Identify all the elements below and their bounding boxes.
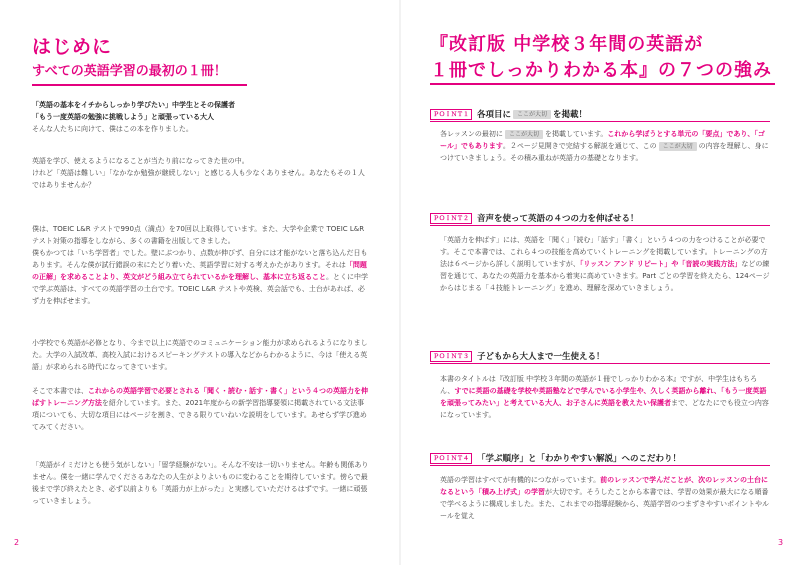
- target-reader-2: 「もう一度英語の勉強に挑戦しよう」と頑張っている大人: [32, 113, 214, 121]
- highlight-text: 「リッスン アンド リピート」や「音読の実践方法」: [579, 260, 742, 268]
- text-run: 。２ページ見開きで完結する解説を通じて、この: [502, 142, 657, 150]
- text-run: 英語の学習はすべてが有機的につながっています。: [440, 476, 601, 484]
- body-paragraph: 小学校でも英語が必修となり、今まで以上に英語でのコミュニケーション能力が求められるようになりました。大学の入試改革、高校入試におけるスピーキングテストの導入などからわかるように、今は「使える英語」が求められる時代になってきています。: [32, 339, 368, 371]
- page-title: はじめに: [32, 36, 113, 58]
- point-4-icon: ＰＯＩＮＴ４: [430, 453, 472, 464]
- text-run: を掲載しています。: [544, 130, 608, 138]
- title-underline: [32, 84, 247, 86]
- highlight-text: これからの英語学習で必要とされる「聞く・読む・話す・書く」という４つの英語力を伸ばすトレーニング方法: [32, 387, 368, 407]
- text-run: 本書のタイトルは『改訂版 中学校３年間の英語が１冊でしっかりわかる本』ですが、中学生はもちろん、: [440, 375, 758, 395]
- key-point-tag: ここが大切: [505, 130, 543, 139]
- section-4-body: [440, 474, 770, 522]
- point-2-icon: ＰＯＩＮＴ２: [430, 213, 472, 224]
- text-run: が大切です。そうしたことから本書では、学習の効果が最大になる順番で学べるように構成しました。また、これまでの指導経験から、英語学習のつまずきやすいポイントやルールを覚え: [440, 488, 769, 520]
- section-4-heading: [430, 452, 681, 464]
- page-title-line-1: 『改訂版 中学校３年間の英語が: [430, 34, 704, 55]
- body-paragraph: [32, 247, 370, 307]
- section-divider: [430, 225, 770, 226]
- text-run: を紹介しています。また、2021年度からの新学習指導要領に掲載されている文法事項についても、大切な項目にはページを割き、できる限りていねいな説明をしています。あせらず学び進めてみてください。: [32, 399, 367, 431]
- point-1-icon: ＰＯＩＮＴ１: [430, 109, 472, 120]
- body-paragraph: 英語を学び、使えるようになることが当たり前になってきた世の中。: [32, 157, 249, 165]
- body-paragraph: 「英語がイミだけとも使う気がしない」「留学経験がない」。そんな不安は一切いりません。年齢も関係ありません。僕を一緒に学んでくださるあなたの人生がよりよいものに変わることを期待しています。傍らで最後まで学び終えたとき、必ず以前よりも「英語力が上がった」と実感していただけるはずです。一緒に頑張っていきましょう。: [32, 461, 369, 505]
- point-3-icon: ＰＯＩＮＴ３: [430, 351, 472, 362]
- text-run: などの練習を通じて、あなたの英語力を基本から着実に高めていきます。Part ごとの学習を終えたら、124ページからはじまる「４技能トレーニング」を進め、理解を深めていきましょう。: [440, 260, 770, 292]
- title-underline: [430, 83, 775, 85]
- key-point-tag: ここが大切: [513, 110, 551, 119]
- section-3-heading: [430, 350, 605, 362]
- heading-text: 子どもから大人まで一生使える！: [477, 352, 605, 362]
- page-number: 3: [778, 538, 784, 547]
- text-run: 「英語力を伸ばす」には、英語を「聞く」「読む」「話す」「書く」という４つの力をつけることが必要です。そこで本書では、これら４つの技能を高めていくトレーニングを掲載しています。トレーニングの方法は６ページから詳しく説明していますが、: [440, 236, 768, 268]
- heading-text: 各項目に: [477, 110, 512, 120]
- section-divider: [430, 363, 770, 364]
- body-paragraph: 僕は、TOEIC L&R テストで990点（満点）を70回以上取得しています。また、大学や企業で TOEIC L&R テスト対策の指導をしながら、多くの書籍を出版してきました。: [32, 225, 365, 245]
- section-2-heading: [430, 212, 639, 224]
- right-page: [400, 0, 800, 565]
- text-run: まで、どなたにでも役立つ内容になっています。: [440, 399, 769, 419]
- page-title-line-2: １冊でしっかりわかる本』の７つの強み: [430, 60, 772, 81]
- section-divider: [430, 465, 770, 466]
- intro-paragraph: そんな人たちに向けて、僕はこの本を作りました。: [32, 125, 193, 133]
- heading-text: 「学ぶ順序」と「わかりやすい解説」へのこだわり！: [477, 454, 682, 464]
- text-run: そこで本書では、: [32, 387, 88, 395]
- text-run: 。とくに中学で学ぶ英語は、すべての英語学習の土台です。TOEIC L&R テストや英検、英会話でも、土台があれば、必ず力を伸ばせます。: [32, 273, 368, 305]
- text-run: の内容を理解し、身につけていきましょう。その積み重ねが英語力の基礎となります。: [440, 142, 769, 162]
- body-paragraph: [32, 385, 370, 433]
- text-run: 僕もかつては「いち学習者」でした。壁にぶつかり、点数が伸びず、自分には才能がないと落ち込んだ日もあります。そんな僕が試行錯誤の末にたどり着いた、英語学習に対する考えかたがあります。それは: [32, 249, 368, 269]
- body-paragraph: けれど「英語は難しい」「なかなか勉強が継続しない」と感じる人も少なくありません。あなたもその１人ではありませんか？: [32, 169, 365, 189]
- highlight-text: 前のレッスンで学んだことが、次のレッスンの土台になるという「積み上げ式」の学習: [440, 476, 769, 496]
- section-1-heading: [430, 108, 587, 120]
- highlight-text: すでに英語の基礎を学校や英語塾などで学んでいる小学生や、久しく英語から離れ、「もう一度英語を頑張ってみたい」と考えている大人、お子さんに英語を教えたい保護者: [440, 387, 767, 407]
- text-run: 各レッスンの最初に: [440, 130, 503, 138]
- target-reader-1: 「英語の基本をイチからしっかり学びたい」中学生とその保護者: [32, 101, 235, 109]
- highlight-text: これから学ぼうとする単元の「要点」であり、「ゴール」でもあります: [440, 130, 765, 150]
- heading-text: 音声を使って英語の４つの力を伸ばせる！: [477, 214, 639, 224]
- key-point-tag: ここが大切: [659, 142, 697, 151]
- section-3-body: [440, 373, 770, 421]
- page-subtitle: すべての英語学習の最初の１冊！: [32, 64, 227, 79]
- section-divider: [430, 121, 770, 122]
- page-number: 2: [14, 538, 20, 547]
- highlight-text: 「問題の正解」を求めることより、英文がどう組み立てられているかを理解し、基本に立ち返ること: [32, 261, 367, 281]
- section-1-body: [440, 128, 770, 164]
- heading-text: を掲載！: [553, 110, 588, 120]
- section-2-body: [440, 234, 770, 294]
